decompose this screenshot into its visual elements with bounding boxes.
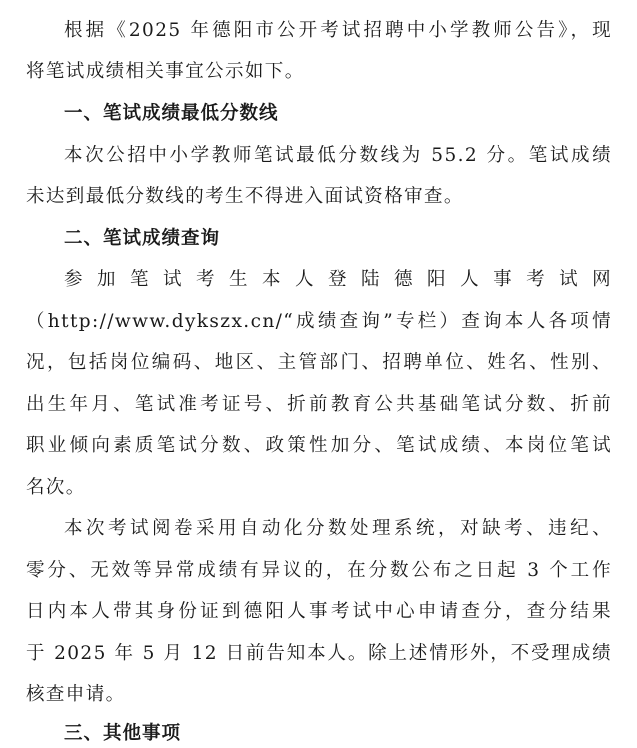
section-2-para-1-line-5: 职业倾向素质笔试分数、政策性加分、笔试成绩、本岗位笔试 [26,435,612,456]
section-2-heading: 二、笔试成绩查询 [64,228,221,249]
section-2-para-2-line-4: 于 2025 年 5 月 12 日前告知本人。除上述情形外，不受理成绩 [26,643,612,664]
section-2-para-2-line-1: 本次考试阅卷采用自动化分数处理系统，对缺考、违纪、 [64,518,612,539]
section-2-para-2-line-3: 日内本人带其身份证到德阳人事考试中心申请查分，查分结果 [26,601,612,622]
section-2-para-1-line-6: 名次。 [26,477,86,498]
section-1-line-2: 未达到最低分数线的考生不得进入面试资格审查。 [26,186,464,207]
intro-line-2: 将笔试成绩相关事宜公示如下。 [26,61,305,82]
section-2-para-2-line-5: 核查申请。 [26,684,126,705]
intro-line-1: 根据《2025 年德阳市公开考试招聘中小学教师公告》，现 [64,20,612,41]
section-1-heading: 一、笔试成绩最低分数线 [64,103,279,124]
section-3-heading: 三、其他事项 [64,723,182,744]
section-2-para-1-line-4: 出生年月、笔试准考证号、折前教育公共基础笔试分数、折前 [26,394,612,415]
section-2-para-1-line-3: 况，包括岗位编码、地区、主管部门、招聘单位、姓名、性别、 [26,352,612,373]
section-2-para-1-line-2: （http://www.dykszx.cn/“成绩查询”专栏）查询本人各项情 [26,311,612,332]
section-2-para-2-line-2: 零分、无效等异常成绩有异议的，在分数公布之日起 3 个工作 [26,560,612,581]
section-2-para-1-line-1: 参加笔试考生本人登陆德阳人事考试网 [64,269,612,290]
section-1-line-1: 本次公招中小学教师笔试最低分数线为 55.2 分。笔试成绩 [64,145,612,166]
